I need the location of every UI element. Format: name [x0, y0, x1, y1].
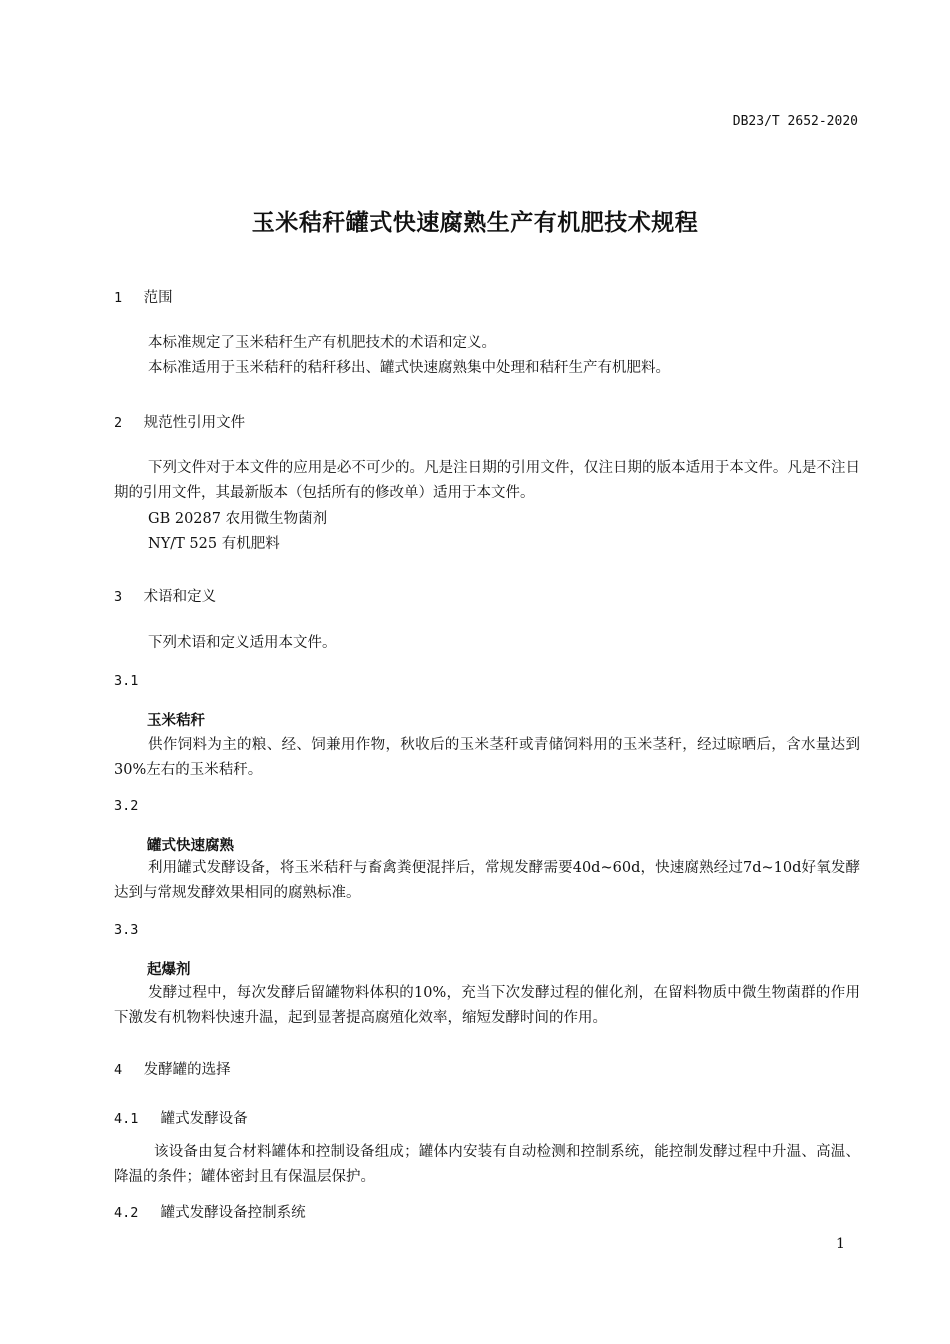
- section-number: 4.1: [114, 1111, 139, 1127]
- section-number: 3: [114, 589, 123, 605]
- section-title: 术语和定义: [143, 589, 217, 605]
- page-number: 1: [836, 1236, 845, 1252]
- section-1-heading: [114, 286, 173, 307]
- section-title: 发酵罐的选择: [143, 1062, 231, 1078]
- subsection-3-3-number: 3.3: [114, 922, 139, 938]
- subsection-4-1-heading: [114, 1107, 248, 1128]
- document-title: 玉米秸秆罐式快速腐熟生产有机肥技术规程: [251, 210, 699, 236]
- reference-item: GB 20287 农用微生物菌剂: [148, 511, 328, 527]
- reference-item: NY/T 525 有机肥料: [148, 536, 280, 552]
- section-3-heading: [114, 585, 216, 606]
- section-number: 1: [114, 290, 123, 306]
- paragraph: 该设备由复合材料罐体和控制设备组成；罐体内安装有自动检测和控制系统，能控制发酵过程中升温、高温、降温的条件；罐体密封且有保温层保护。: [114, 1144, 860, 1185]
- section-number: 2: [114, 415, 123, 431]
- subsection-3-2-number: 3.2: [114, 798, 139, 814]
- subsection-4-2-heading: [114, 1201, 306, 1222]
- subsection-3-1-number: 3.1: [114, 673, 139, 689]
- section-2-heading: [114, 411, 245, 432]
- section-title: 罐式发酵设备: [160, 1111, 248, 1127]
- section-number: 4: [114, 1062, 123, 1078]
- term-definition: 供作饲料为主的粮、经、饲兼用作物，秋收后的玉米茎秆或青储饲料用的玉米茎秆，经过晾晒后，含水量达到30%左右的玉米秸秆。: [114, 737, 860, 778]
- paragraph: 下列术语和定义适用本文件。: [148, 635, 337, 651]
- term-definition: 发酵过程中，每次发酵后留罐物料体积的10%，充当下次发酵过程的催化剂，在留料物质中微生物菌群的作用下激发有机物料快速升温，起到显著提高腐殖化效率，缩短发酵时间的作用。: [114, 985, 860, 1026]
- term-title: 罐式快速腐熟: [147, 838, 234, 854]
- section-4-heading: [114, 1058, 231, 1079]
- term-title: 玉米秸秆: [147, 713, 205, 729]
- paragraph: 本标准适用于玉米秸秆的秸秆移出、罐式快速腐熟集中处理和秸秆生产有机肥料。: [148, 360, 670, 376]
- paragraph: 下列文件对于本文件的应用是必不可少的。凡是注日期的引用文件，仅注日期的版本适用于本文件。凡是不注日期的引用文件，其最新版本（包括所有的修改单）适用于本文件。: [114, 460, 860, 501]
- paragraph: 本标准规定了玉米秸秆生产有机肥技术的术语和定义。: [148, 335, 496, 351]
- standard-code: DB23/T 2652-2020: [732, 114, 858, 129]
- term-definition: 利用罐式发酵设备，将玉米秸秆与畜禽粪便混拌后，常规发酵需要40d~60d，快速腐熟经过7d~10d好氧发酵达到与常规发酵效果相同的腐熟标准。: [114, 860, 860, 901]
- section-title: 规范性引用文件: [143, 415, 246, 431]
- term-title: 起爆剂: [147, 962, 191, 978]
- section-number: 4.2: [114, 1205, 139, 1221]
- section-title: 范围: [143, 290, 173, 306]
- section-title: 罐式发酵设备控制系统: [160, 1205, 306, 1221]
